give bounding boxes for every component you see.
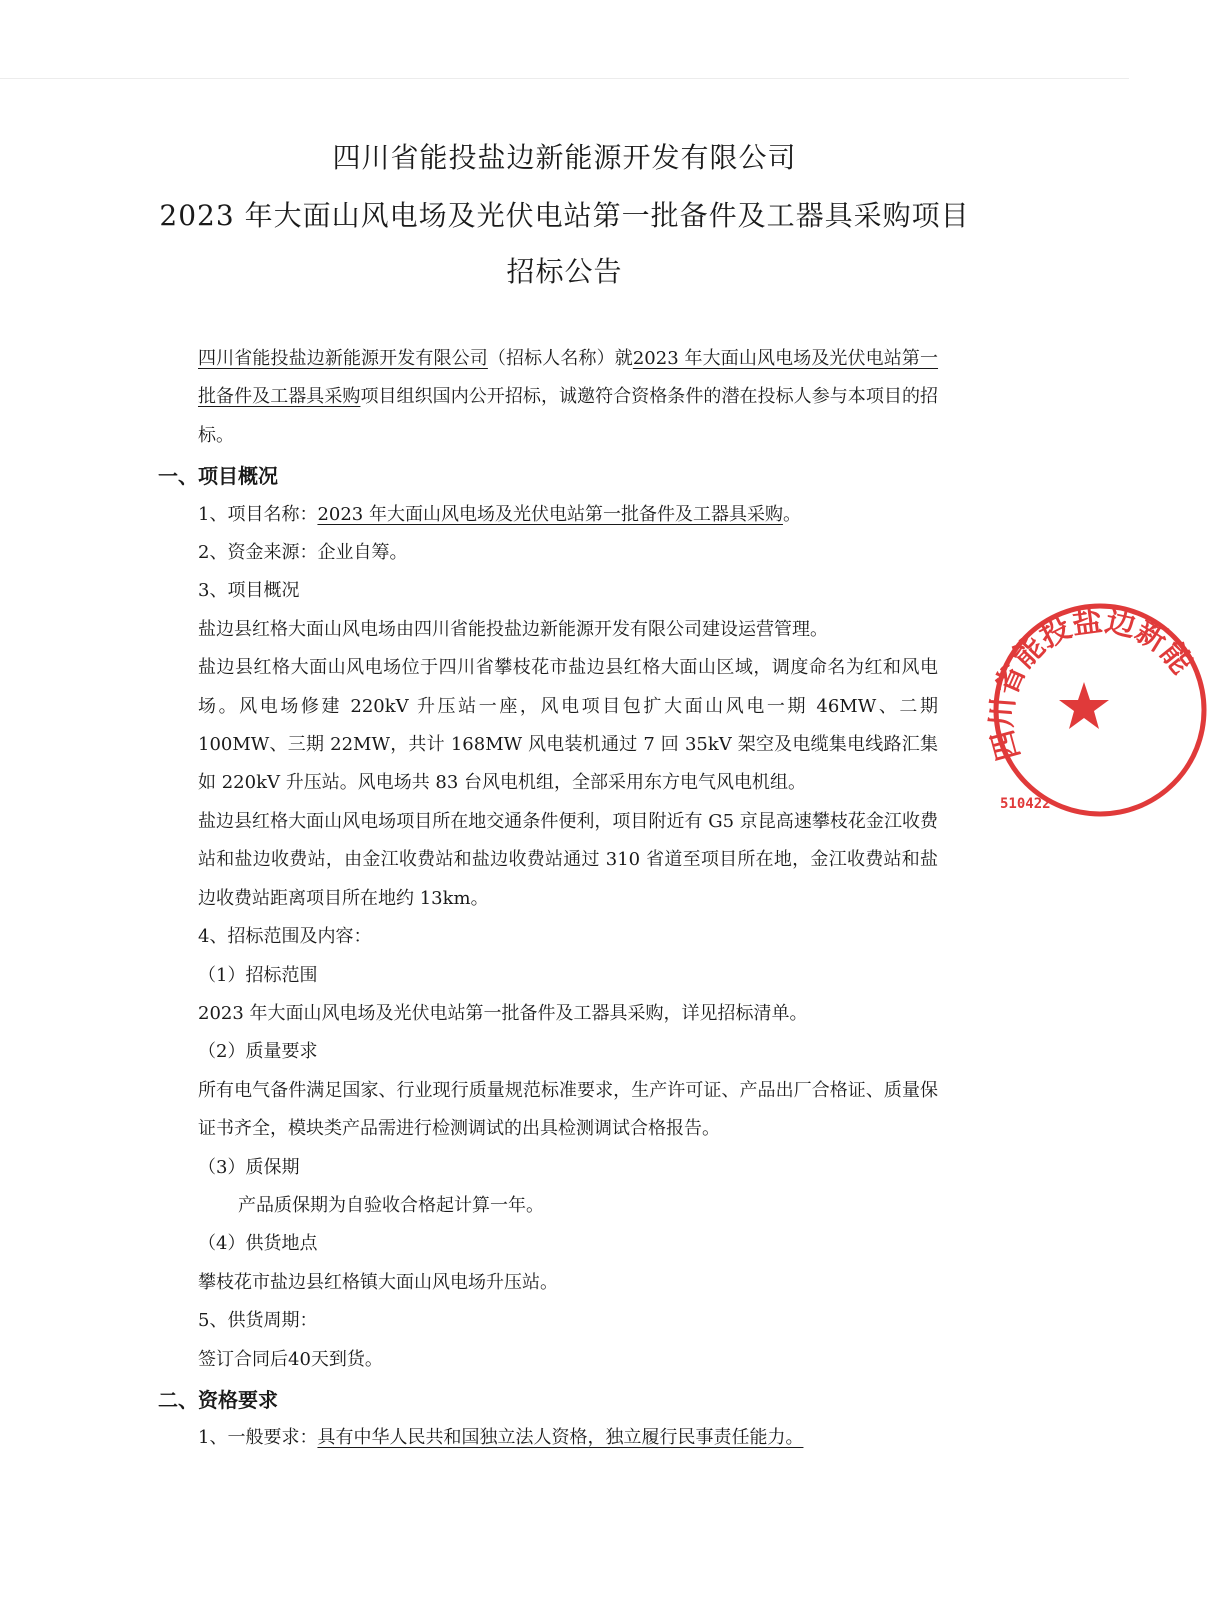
section1-heading: 一、项目概况 [158,464,278,489]
seal-text: 四川省能投盐边新能 [984,603,1199,765]
intro-tail: 项目组织国内公开招标，诚邀符合资格条件的潜在投标人参与本项目的招标。 [198,386,938,446]
company-seal [980,600,1199,820]
sub2-text: 所有电气备件满足国家、行业现行质量规范标准要求，生产许可证、产品出厂合格证、质量保证书齐全，模块类产品需进行检测调试的出具检测调试合格报告。 [198,1079,938,1140]
seal-code: 510422 [1000,796,1051,812]
sub1-label: （1）招标范围 [198,964,318,986]
sub1-text: 2023 年大面山风电场及光伏电站第一批备件及工器具采购，详见招标清单。 [198,1002,808,1024]
overview-para1: 盐边县红格大面山风电场由四川省能投盐边新能源开发有限公司建设运营管理。 [198,618,828,640]
req1-value: 具有中华人民共和国独立法人资格，独立履行民事责任能力。 [317,1427,804,1449]
item5: 5、供货周期： [198,1310,318,1332]
section2-heading: 二、资格要求 [158,1387,278,1412]
req1 [158,1419,938,1457]
req1-label: 1、一般要求： [198,1427,318,1449]
item4: 4、招标范围及内容： [198,926,372,948]
sub4-label: （4）供货地点 [198,1233,318,1255]
sub4-text: 攀枝花市盐边县红格镇大面山风电场升压站。 [198,1271,558,1293]
item2: 2、资金来源：企业自筹。 [198,542,408,564]
intro-project-name: 2023 年大面山风电场及光伏电站第一批备件及工器具采购 [198,348,939,408]
sub3-text: 产品质保期为自验收合格起计算一年。 [238,1194,544,1216]
seal-star-icon [1059,682,1109,729]
item1-value: 2023 年大面山风电场及光伏电站第一批备件及工器具采购 [317,503,783,525]
item1-label: 1、项目名称： [198,503,318,525]
document-body [158,340,938,1458]
item1 [158,496,938,534]
tenderer-name: 四川省能投盐边新能源开发有限公司 [198,348,488,369]
tenderer-note: （招标人名称）就 [487,348,633,369]
sub2-label: （2）质量要求 [198,1041,318,1063]
scan-edge-line [0,78,1129,79]
seal-graphic [980,600,1220,820]
project-title: 2023 年大面山风电场及光伏电站第一批备件及工器具采购项目 [159,199,970,232]
sub3-label: （3）质保期 [198,1156,300,1178]
overview-para2: 盐边县红格大面山风电场位于四川省攀枝花市盐边县红格大面山区域，调度命名为红和风电场。风电场修建 220kV 升压站一座，风电项目包扩大面山风电一期 46MW、二期 100MW、三期 22MW，共计 168MW 风电装机通过 7 回 35kV 架空及电缆集电线路汇集如 220kV 升压站。风电场共 83 台风电机组，全部采用东方电气风电机组。 [198,657,938,794]
notice-title: 招标公告 [506,255,623,288]
company-title: 四川省能投盐边新能源开发有限公司 [332,141,797,174]
intro-paragraph [158,340,938,455]
overview-para3: 盐边县红格大面山风电场项目所在地交通条件便利，项目附近有 G5 京昆高速攀枝花金江收费站和盐边收费站，由金江收费站和盐边收费站通过 310 省道至项目所在地，金江收费站和盐边收费站距离项目所在地约 13km。 [198,810,938,909]
item3: 3、项目概况 [198,580,300,602]
item1-end: 。 [782,503,801,525]
item5-text: 签订合同后40天到货。 [198,1348,383,1370]
